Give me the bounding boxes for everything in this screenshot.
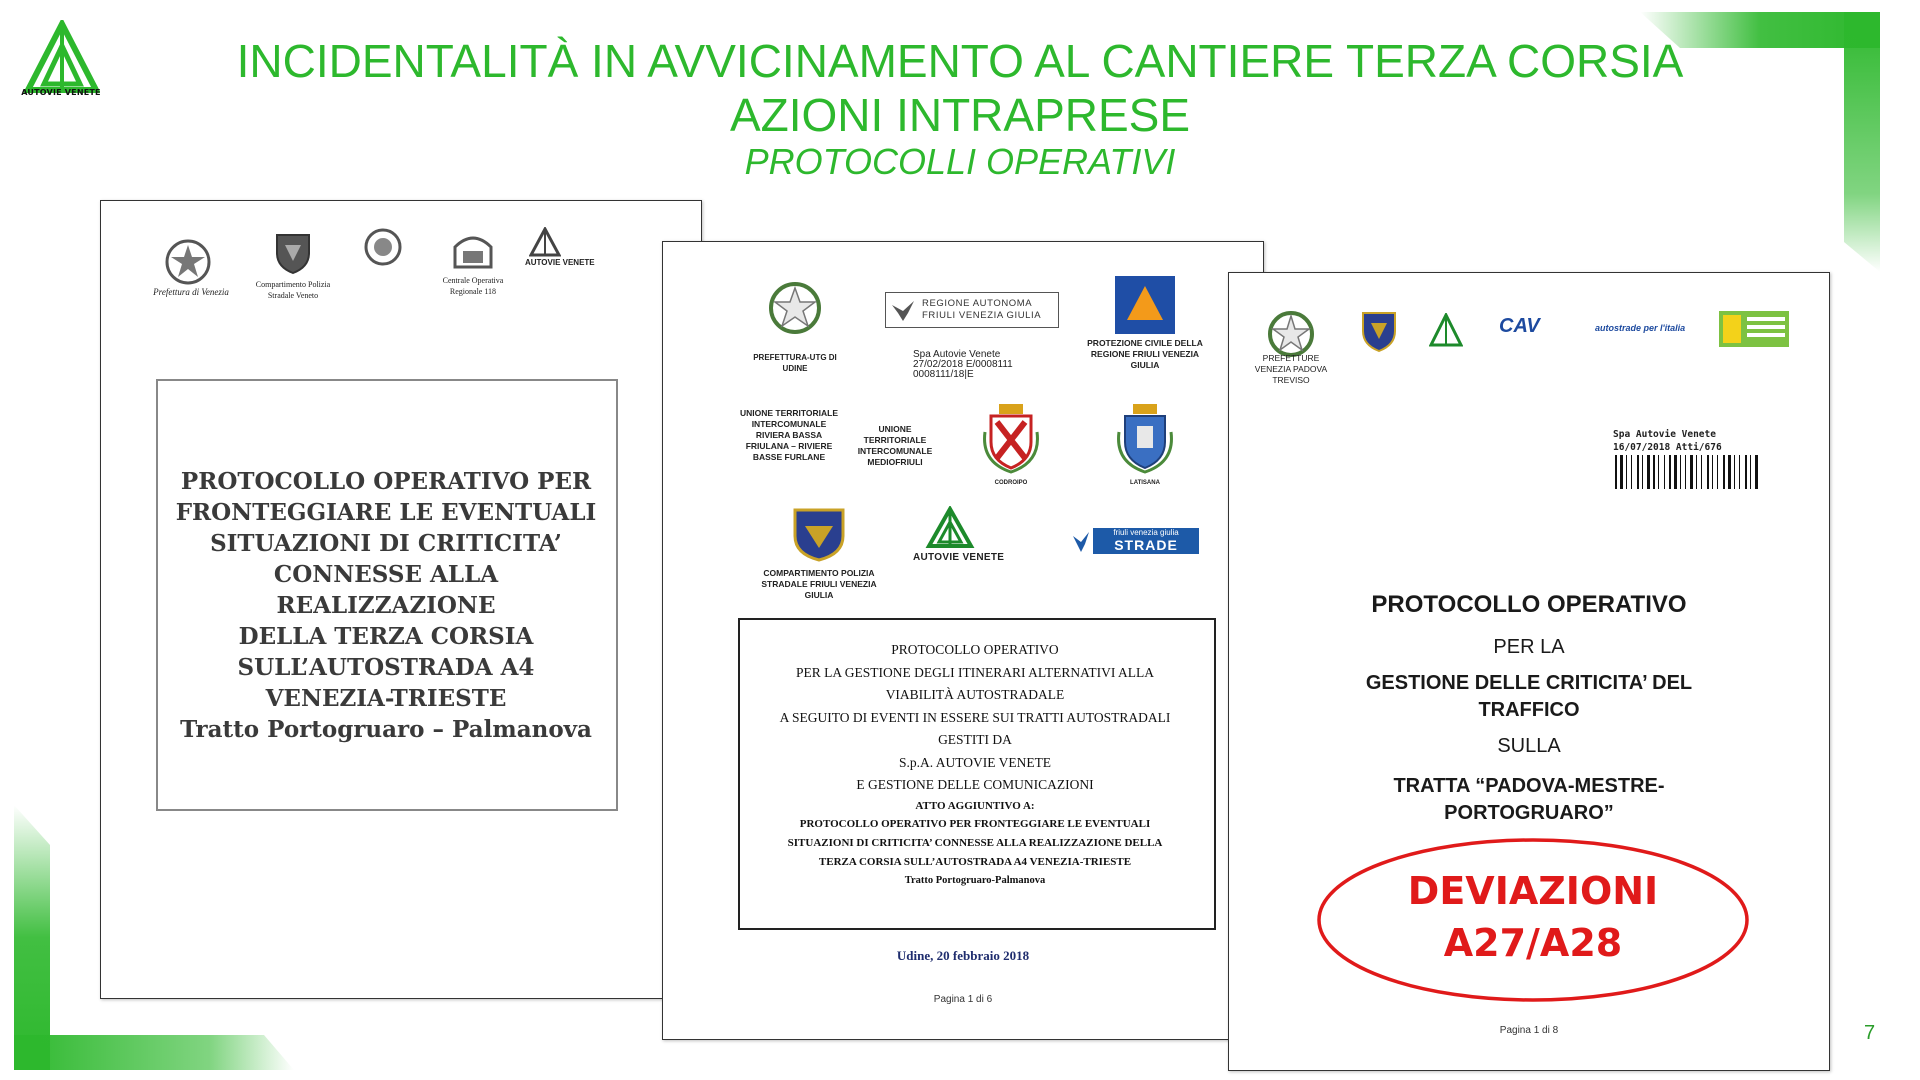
document-protocollo-terza-corsia [100, 200, 702, 999]
polizia-shield-icon [1359, 309, 1399, 353]
tratta-line: TRATTA “PADOVA-MESTRE-PORTOGRUARO” [1393, 775, 1665, 824]
title-line: DELLA TERZA CORSIA [238, 623, 534, 650]
autostrade-logo: autostrade per l'italia [1595, 323, 1686, 333]
centrale-label: Centrale Operativa Regionale 118 [442, 276, 504, 296]
gestione-line: GESTIONE DELLE CRITICITA’ DEL TRAFFICO [1365, 672, 1693, 721]
title-line: FRONTEGGIARE LE EVENTUALI [175, 499, 597, 526]
title-line: SITUAZIONI DI CRITICITA’ [210, 530, 562, 557]
autovie-logo-icon [529, 227, 561, 257]
title-line: E GESTIONE DELLE COMUNICAZIONI [856, 777, 1094, 792]
title-line: A SEGUITO DI EVENTI IN ESSERE SUI TRATTI AUTOSTRADALI [779, 709, 1171, 725]
sulla-line: SULLA [1497, 735, 1561, 757]
fvg-strade-label: STRADE [1114, 537, 1178, 553]
autovie-label: AUTOVIE VENETE [913, 552, 1005, 563]
regione-label: REGIONE AUTONOMA FRIULI VENEZIA GIULIA [922, 298, 1042, 321]
slide-title: INCIDENTALITÀ IN AVVICINAMENTO AL CANTIERE TERZA CORSIA [236, 35, 1684, 87]
deviazioni-route: A27/A28 [1443, 921, 1623, 965]
prefettura-label: Prefettura di Venezia [153, 287, 229, 297]
codroipo-crest-icon [981, 402, 1041, 476]
atto-line: PROTOCOLLO OPERATIVO PER FRONTEGGIARE LE EVENTUALI [799, 817, 1151, 830]
eagle-icon [890, 297, 916, 323]
logo-text: AUTOVIE VENETE [21, 88, 101, 97]
autovie-logo-icon [925, 506, 975, 548]
tratto-line: Tratto Portogruaro-Palmanova [904, 874, 1046, 886]
document-title [171, 466, 601, 745]
protezione-civile-label: PROTEZIONE CIVILE DELLA REGIONE FRIULI VENEZIA GIULIA [1087, 338, 1203, 370]
polizia-fvg-label: COMPARTIMENTO POLIZIA STRADALE FRIULI VENEZIA GIULIA [761, 568, 877, 600]
italian-emblem-icon [767, 280, 823, 338]
atto-line: SITUAZIONI DI CRITICITA’ CONNESSE ALLA REALIZZAZIONE DELLA [787, 836, 1163, 849]
polizia-stradale-icon [791, 506, 847, 562]
document-protocollo-itinerari-alternativi [662, 241, 1264, 1040]
slide-subtitle: AZIONI INTRAPRESE [729, 89, 1191, 141]
fvg-strade-logo [1093, 528, 1199, 554]
title-line: CONNESSE ALLA REALIZZAZIONE [273, 561, 499, 619]
italian-emblem-icon [1265, 309, 1317, 359]
title-line: GESTITI DA [938, 732, 1012, 747]
page-indicator: Pagina 1 di 6 [933, 994, 993, 1005]
barcode-icon [1613, 453, 1763, 491]
title-line: S.p.A. AUTOVIE VENETE [898, 754, 1052, 770]
seal-icon [363, 227, 403, 267]
cav-logo: CAV [1499, 315, 1540, 337]
document-heading: PROTOCOLLO OPERATIVO [1371, 591, 1687, 618]
italian-emblem-icon [163, 237, 213, 287]
fvg-strade-top: friuli venezia giulia [1113, 528, 1179, 537]
protocol-stamp: Spa Autovie Venete 27/02/2018 E/0008111 0008111/18|E [913, 349, 1013, 380]
deviazioni-highlight [1315, 865, 1751, 969]
document-protocollo-deviazioni [1228, 272, 1830, 1071]
prefettura-udine-label: PREFETTURA-UTG DI UDINE [753, 353, 837, 373]
centrale-118-icon [451, 231, 495, 271]
unione-mediofriuli-label: UNIONE TERRITORIALE INTERCOMUNALE MEDIOFRIULI [857, 424, 933, 467]
codroipo-label: CODROIPO [994, 480, 1028, 486]
title-line: VIABILITÀ AUTOSTRADALE [885, 687, 1065, 702]
title-line: PER LA GESTIONE DEGLI ITINERARI ALTERNATIVI ALLA [796, 664, 1154, 680]
protocol-stamp [1613, 428, 1773, 454]
document-date: Udine, 20 febbraio 2018 [896, 948, 1030, 963]
title-line: SULL’AUTOSTRADA A4 [237, 654, 535, 681]
prefetture-label: PREFETTURE VENEZIA PADOVA TREVISO [1254, 353, 1328, 385]
title-line: PROTOCOLLO OPERATIVO PER [180, 468, 592, 495]
regione-logo [885, 292, 1059, 328]
document-subtitle: Tratto Portogruaro – Palmanova [180, 716, 592, 743]
autovie-logo-icon [1429, 313, 1463, 349]
polizia-shield-icon [273, 231, 313, 275]
stamp-line: 16/07/2018 Atti/676 [1613, 442, 1722, 453]
title-line: PROTOCOLLO OPERATIVO [891, 642, 1059, 657]
document-title [743, 639, 1207, 890]
latisana-label: LATISANA [1130, 480, 1160, 486]
page-indicator: Pagina 1 di 8 [1499, 1025, 1559, 1036]
slide-section-title: PROTOCOLLI OPERATIVI [744, 141, 1176, 182]
atto-aggiuntivo: ATTO AGGIUNTIVO A: [915, 799, 1035, 812]
latisana-crest-icon [1115, 402, 1175, 476]
atto-line: TERZA CORSIA SULL’AUTOSTRADA A4 VENEZIA-TRIESTE [818, 855, 1132, 868]
per-la-line: PER LA [1493, 636, 1565, 658]
protezione-civile-icon [1115, 276, 1175, 334]
fvg-eagle-icon [1071, 530, 1091, 554]
slide-number: 7 [1864, 1022, 1876, 1044]
title-line: VENEZIA-TRIESTE [265, 685, 507, 712]
stamp-line: Spa Autovie Venete [1613, 429, 1716, 440]
unione-riviera-label: UNIONE TERRITORIALE INTERCOMUNALE RIVIERA BASSA FRIULANA – RIVIERE BASSE FURLANE [739, 408, 839, 462]
autostrade-brebemi-icon [1719, 311, 1789, 347]
autovie-label: AUTOVIE VENETE [525, 258, 595, 267]
polizia-label: Compartimento Polizia Stradale Veneto [255, 280, 331, 300]
deviazioni-line: DEVIAZIONI [1407, 869, 1659, 913]
